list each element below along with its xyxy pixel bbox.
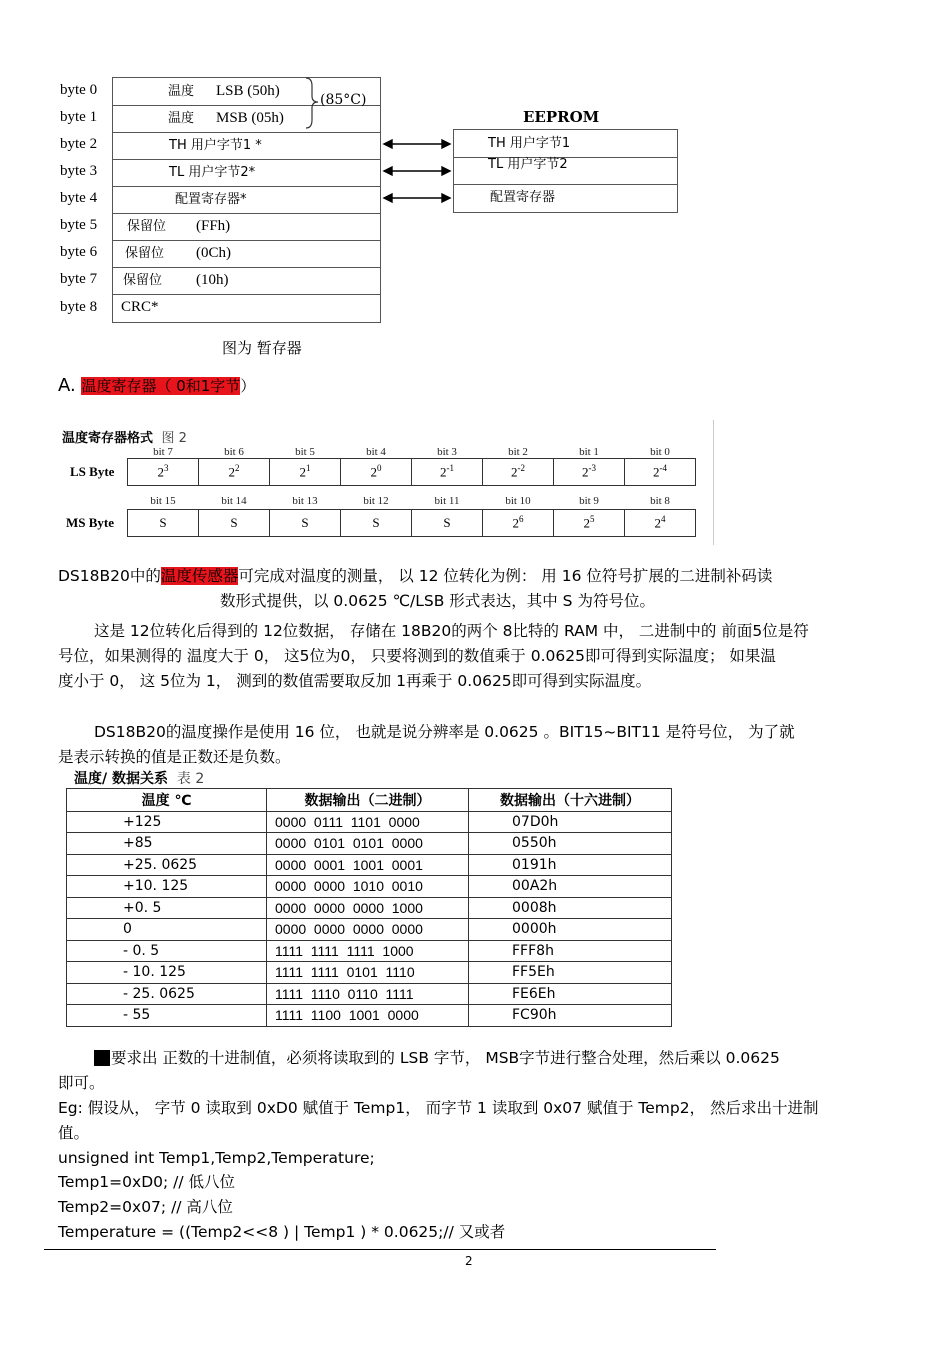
cell-exponent: 2 <box>235 463 240 474</box>
paragraph-4-line-2: 即可。 <box>58 1074 105 1092</box>
row-value: (FFh) <box>196 218 231 234</box>
byte-label: byte 7 <box>60 271 98 287</box>
temperature-cell: - 55 <box>67 1005 267 1027</box>
temperature-cell: - 0. 5 <box>67 940 267 962</box>
code-line: unsigned int Temp1,Temp2,Temperature; <box>58 1149 375 1167</box>
paragraph-5-line-2: 值。 <box>58 1124 90 1142</box>
byte-label: byte 5 <box>60 217 98 233</box>
cell-base: 2 <box>299 464 306 480</box>
hex-cell: FF5Eh <box>469 962 672 984</box>
row-value: (10h) <box>196 272 229 288</box>
ls-bit-cell <box>341 459 412 486</box>
paragraph-2-line-2: 号位，如果测得的 温度大于 0， 这5位为0， 只要将测到的数值乘于 0.0625即可得到实际温度； 如果温 <box>58 647 776 665</box>
table-row <box>67 897 672 919</box>
binary-cell: 0000 0111 1101 0000 <box>267 811 469 833</box>
eeprom-row-label: TH 用户字节1 <box>488 136 571 151</box>
hex-cell: FE6Eh <box>469 983 672 1005</box>
cell-base: 2 <box>654 515 661 531</box>
paragraph-5-line-1: Eg: 假设从， 字节 0 读取到 0xD0 赋值于 Temp1， 而字节 1 读取到 0x07 赋值于 Temp2， 然后求出十进制 <box>58 1099 819 1117</box>
ms-bit-cell <box>625 510 696 537</box>
ls-byte-row <box>128 459 696 486</box>
paragraph-2-line-3: 度小于 0， 这 5位为 1， 测到的数值需要取反加 1再乘于 0.0625即可得到实际温度。 <box>58 672 652 690</box>
ls-bit-cell <box>483 459 554 486</box>
text-run: 要求出 正数的十进制值，必须将读取到的 LSB 字节， MSB字节进行整合处理，然后乘以 0.0625 <box>111 1049 780 1067</box>
cell-base: 2 <box>653 464 660 480</box>
cell-exponent: -3 <box>588 463 596 474</box>
section-highlight: 温度寄存器（ 0和1字节 <box>81 377 241 395</box>
byte-label: byte 1 <box>60 109 98 125</box>
section-suffix: ） <box>240 377 256 395</box>
ms-bit-cell <box>341 510 412 537</box>
temperature-cell: - 25. 0625 <box>67 983 267 1005</box>
ms-bit-cell <box>128 510 199 537</box>
bit-label: bit 15 <box>150 495 176 507</box>
ms-bit-cell <box>412 510 483 537</box>
row-label: 温度 <box>168 84 195 99</box>
cell-exponent: 1 <box>306 463 311 474</box>
row-value: CRC* <box>121 299 159 315</box>
hex-cell: FFF8h <box>469 940 672 962</box>
page-number: 2 <box>465 1254 473 1268</box>
ms-byte-table <box>127 509 696 537</box>
cell-exponent: 4 <box>661 514 666 525</box>
cell-exponent: -2 <box>517 463 525 474</box>
cell-exponent: 6 <box>519 514 524 525</box>
row-label: 保留位 <box>125 246 165 261</box>
row-label: TL 用户字节2* <box>169 165 256 180</box>
hex-cell: FC90h <box>469 1005 672 1027</box>
code-line: Temperature = ((Temp2<<8 ) | Temp1 ) * 0.0625;// 又或者 <box>58 1223 506 1241</box>
bit-label: bit 14 <box>221 495 247 507</box>
bit-label: bit 12 <box>363 495 389 507</box>
row-label: 温度 <box>168 111 195 126</box>
bit-label: bit 6 <box>224 446 244 458</box>
column-header: 数据输出（二进制） <box>267 789 469 812</box>
bit-label: bit 5 <box>295 446 315 458</box>
binary-cell: 0000 0001 1001 0001 <box>267 854 469 876</box>
scratchpad-row <box>113 132 380 160</box>
temperature-cell: +125 <box>67 811 267 833</box>
scratchpad-row <box>113 213 380 241</box>
double-arrow-icons <box>380 130 455 210</box>
cell-base: S <box>230 515 238 530</box>
table-row <box>67 940 672 962</box>
row-value: MSB (05h) <box>216 110 284 126</box>
table-row <box>67 983 672 1005</box>
table-row <box>67 1005 672 1027</box>
bit-label: bit 1 <box>579 446 599 458</box>
temperature-cell: +0. 5 <box>67 897 267 919</box>
eeprom-title: EEPROM <box>523 108 600 126</box>
ls-bit-cell <box>412 459 483 486</box>
cell-base: 2 <box>511 464 518 480</box>
eeprom-row-label: 配置寄存器 <box>490 190 556 205</box>
hex-cell: 0191h <box>469 854 672 876</box>
paragraph-1-line-1 <box>58 564 772 588</box>
bit-label: bit 4 <box>366 446 386 458</box>
paragraph-3-line-1: DS18B20的温度操作是使用 16 位， 也就是说分辨率是 0.0625 。BIT15~BIT11 是符号位， 为了就 <box>94 723 795 741</box>
bit-label: bit 13 <box>292 495 318 507</box>
bit-label: bit 2 <box>508 446 528 458</box>
binary-cell: 0000 0000 0000 0000 <box>267 919 469 941</box>
cell-base: S <box>443 515 451 530</box>
register-format-fig: 图 2 <box>161 431 187 446</box>
cell-base: 2 <box>582 464 589 480</box>
row-label: TH 用户字节1 * <box>169 138 262 153</box>
cell-base: 2 <box>228 464 235 480</box>
row-value: LSB (50h) <box>216 83 280 99</box>
ms-bit-cell <box>554 510 625 537</box>
cell-base: 2 <box>583 515 590 531</box>
ms-byte-label: MS Byte <box>66 515 115 530</box>
scratchpad-row <box>113 186 380 214</box>
row-label: 配置寄存器* <box>175 192 247 207</box>
figure-edge <box>713 420 714 545</box>
square-bullet-icon <box>94 1050 110 1066</box>
ls-bit-cell <box>554 459 625 486</box>
ls-byte-table <box>127 458 696 486</box>
ms-bit-cell <box>270 510 341 537</box>
column-header: 温度 ℃ <box>67 789 267 812</box>
ms-bit-cell <box>483 510 554 537</box>
paragraph-1-line-2: 数形式提供，以 0.0625 ℃/LSB 形式表达，其中 S 为符号位。 <box>220 592 655 610</box>
ls-bit-cell <box>625 459 696 486</box>
ls-byte-label: LS Byte <box>70 464 115 479</box>
row-value: (0Ch) <box>196 245 231 261</box>
register-format-title-text: 温度寄存器格式 <box>62 431 154 446</box>
binary-cell: 0000 0000 1010 0010 <box>267 876 469 898</box>
paragraph-4-line-1 <box>94 1046 780 1070</box>
scratchpad-row <box>113 240 380 268</box>
bit-label: bit 7 <box>153 446 173 458</box>
eeprom-row <box>454 184 677 212</box>
temperature-cell: +10. 125 <box>67 876 267 898</box>
row-label: 保留位 <box>123 273 163 288</box>
temp-table-title <box>74 768 204 788</box>
section-prefix: A. <box>58 375 76 396</box>
table-row <box>67 919 672 941</box>
cell-exponent: -1 <box>446 463 454 474</box>
temperature-cell: +85 <box>67 833 267 855</box>
ms-bit-cell <box>199 510 270 537</box>
temperature-cell: - 10. 125 <box>67 962 267 984</box>
bit-label: bit 3 <box>437 446 457 458</box>
temperature-cell: 0 <box>67 919 267 941</box>
byte-label: byte 0 <box>60 82 98 98</box>
figure-caption: 图为 暂存器 <box>222 339 302 357</box>
section-a-heading <box>58 374 255 398</box>
cell-base: 2 <box>440 464 447 480</box>
table-header-row <box>67 789 672 812</box>
byte-label: byte 8 <box>60 299 98 315</box>
ls-bit-cell <box>199 459 270 486</box>
cell-exponent: 0 <box>377 463 382 474</box>
binary-cell: 1111 1100 1001 0000 <box>267 1005 469 1027</box>
bit-label: bit 0 <box>650 446 670 458</box>
code-line: Temp2=0x07; // 高八位 <box>58 1198 233 1216</box>
eeprom-box <box>453 129 678 213</box>
temperature-cell: +25. 0625 <box>67 854 267 876</box>
binary-cell: 1111 1111 0101 1110 <box>267 962 469 984</box>
byte-label: byte 4 <box>60 190 98 206</box>
bit-label: bit 8 <box>650 495 670 507</box>
text-run: 可完成对温度的测量， 以 12 位转化为例： 用 16 位符号扩展的二进制补码读 <box>238 567 773 585</box>
temp-data-table-body <box>67 811 672 1026</box>
cell-base: 2 <box>512 515 519 531</box>
cell-base: S <box>301 515 309 530</box>
cell-exponent: -4 <box>659 463 667 474</box>
binary-cell: 1111 1111 1111 1000 <box>267 940 469 962</box>
hex-cell: 0000h <box>469 919 672 941</box>
temp-table-title-text: 温度/ 数据关系 <box>74 771 168 787</box>
bit-label: bit 9 <box>579 495 599 507</box>
eeprom-row <box>454 157 677 185</box>
scratchpad-row <box>113 294 380 322</box>
table-row <box>67 854 672 876</box>
byte-label: byte 2 <box>60 136 98 152</box>
ls-bit-cell <box>270 459 341 486</box>
eeprom-row-label: TL 用户字节2 <box>488 157 568 172</box>
scratchpad-row <box>113 159 380 187</box>
column-header: 数据输出（十六进制） <box>469 789 672 812</box>
temp-table-number: 表 2 <box>176 771 205 787</box>
byte-label: byte 3 <box>60 163 98 179</box>
temp-data-table <box>66 788 672 1027</box>
cell-base: 2 <box>370 464 377 480</box>
row-label: 保留位 <box>127 219 167 234</box>
table-row <box>67 811 672 833</box>
register-format-title <box>62 427 187 446</box>
code-line: Temp1=0xD0; // 低八位 <box>58 1173 236 1191</box>
ms-byte-row <box>128 510 696 537</box>
table-row <box>67 876 672 898</box>
hex-cell: 0008h <box>469 897 672 919</box>
byte-label: byte 6 <box>60 244 98 260</box>
ls-bit-cell <box>128 459 199 486</box>
cell-base: S <box>372 515 380 530</box>
binary-cell: 0000 0000 0000 1000 <box>267 897 469 919</box>
bit-label: bit 10 <box>505 495 531 507</box>
hex-cell: 07D0h <box>469 811 672 833</box>
footer-rule <box>44 1249 716 1250</box>
table-row <box>67 962 672 984</box>
binary-cell: 0000 0101 0101 0000 <box>267 833 469 855</box>
text-run: DS18B20中的 <box>58 567 161 585</box>
cell-base: S <box>159 515 167 530</box>
bit-label: bit 11 <box>434 495 460 507</box>
hex-cell: 0550h <box>469 833 672 855</box>
brace-note: (85°C) <box>320 92 367 108</box>
paragraph-2-line-1: 这是 12位转化后得到的 12位数据， 存储在 18B20的两个 8比特的 RAM 中， 二进制中的 前面5位是符 <box>94 622 809 640</box>
hex-cell: 00A2h <box>469 876 672 898</box>
highlighted-term: 温度传感器 <box>160 567 239 585</box>
cell-exponent: 5 <box>590 514 595 525</box>
scratchpad-row <box>113 267 380 295</box>
paragraph-3-line-2: 是表示转换的值是正数还是负数。 <box>58 748 291 766</box>
binary-cell: 1111 1110 0110 1111 <box>267 983 469 1005</box>
cell-exponent: 3 <box>164 463 169 474</box>
table-row <box>67 833 672 855</box>
cell-base: 2 <box>157 464 164 480</box>
